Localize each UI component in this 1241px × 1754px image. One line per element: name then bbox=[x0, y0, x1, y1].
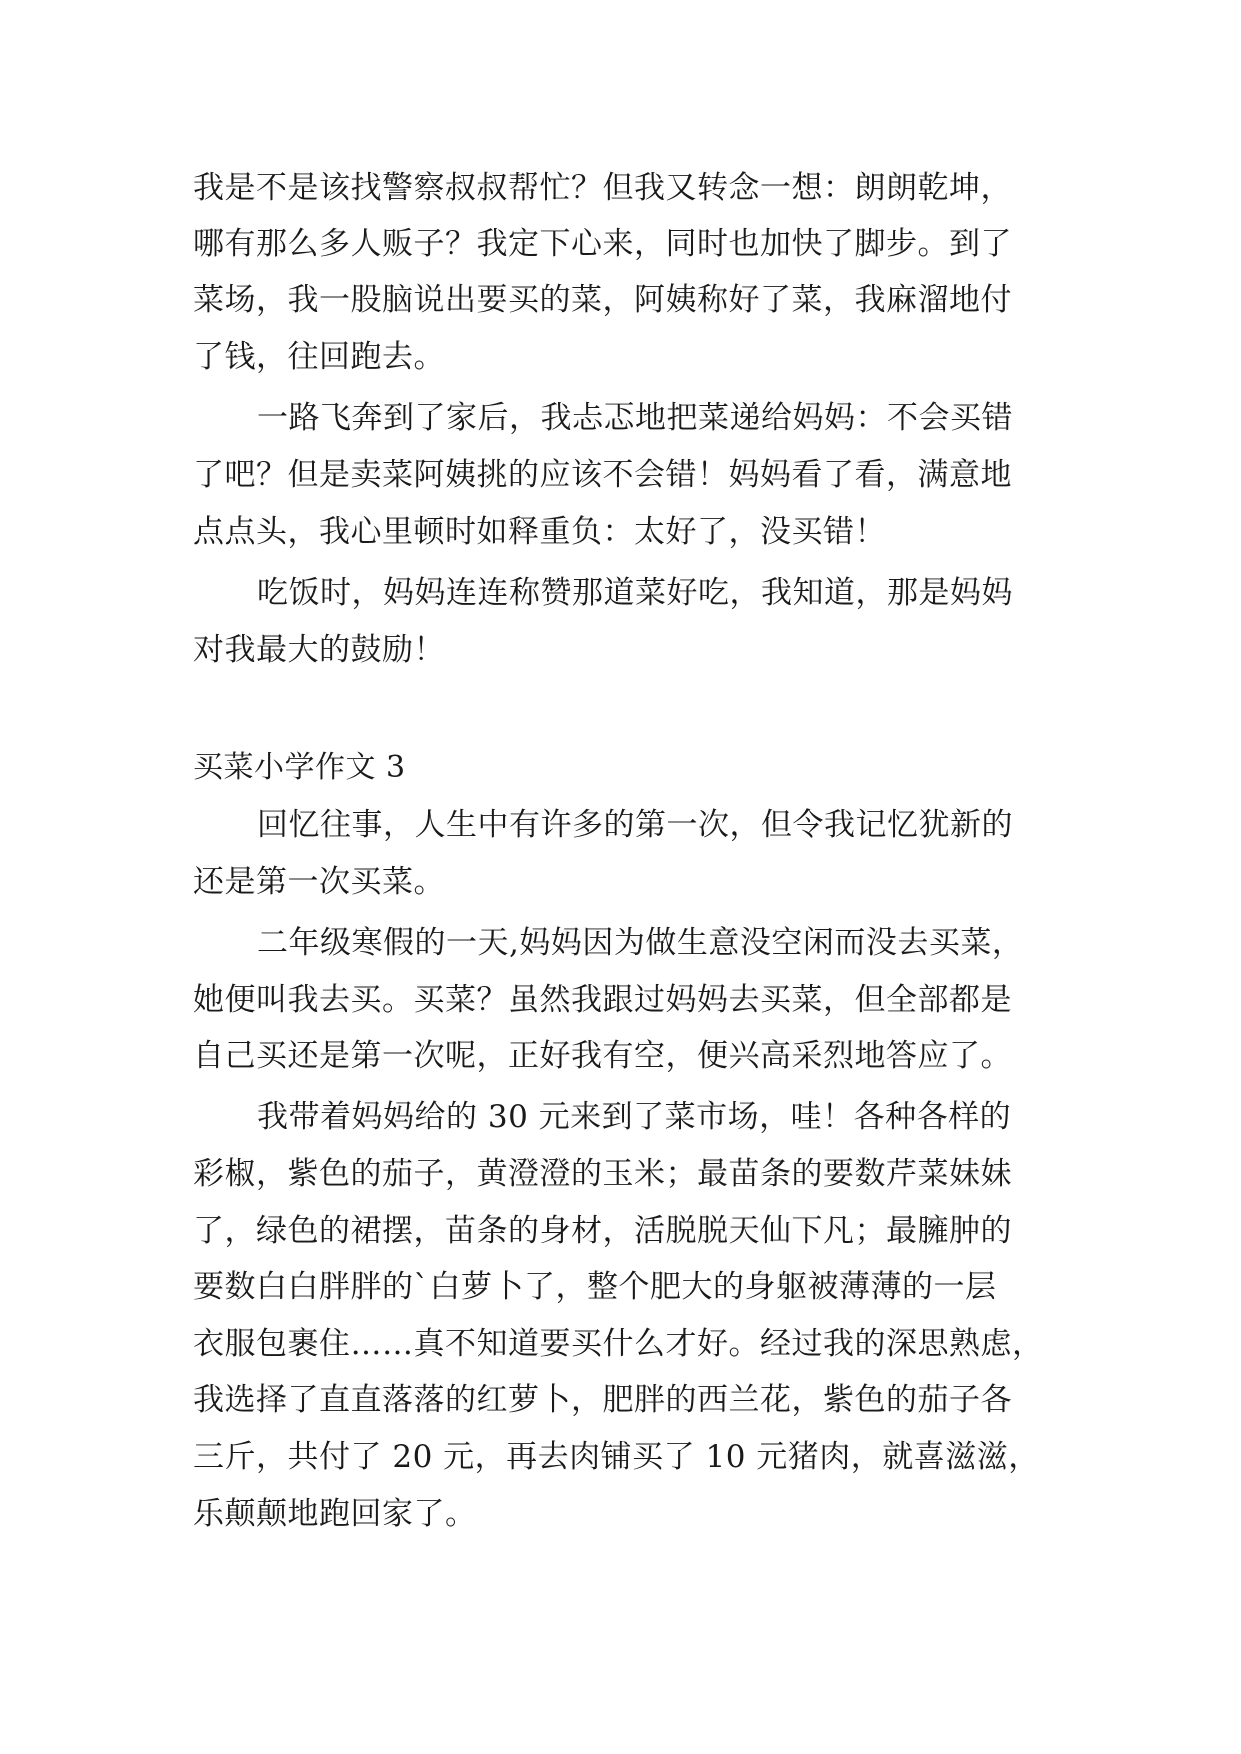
text-line: 她便叫我去买。买菜？虽然我跟过妈妈去买菜，但全部都是 bbox=[193, 982, 1012, 1018]
essay-title: 买菜小学作文 3 bbox=[193, 750, 406, 785]
text-line: 自己买还是第一次呢，正好我有空，便兴高采烈地答应了。 bbox=[193, 1038, 1012, 1074]
text-line: 了，绿色的裙摆，苗条的身材，活脱脱天仙下凡；最臃肿的 bbox=[193, 1213, 1012, 1249]
text-line: 点点头，我心里顿时如释重负：太好了，没买错！ bbox=[193, 514, 886, 550]
text-line: 我是不是该找警察叔叔帮忙？但我又转念一想：朗朗乾坤， bbox=[193, 170, 1012, 206]
text-line: 一路飞奔到了家后，我忐忑地把菜递给妈妈：不会买错 bbox=[257, 400, 1013, 436]
text-line: 还是第一次买菜。 bbox=[193, 864, 445, 900]
text-line: 我带着妈妈给的 30 元来到了菜市场，哇！各种各样的 bbox=[257, 1099, 1012, 1135]
text-line: 了钱，往回跑去。 bbox=[193, 339, 445, 375]
text-line: 哪有那么多人贩子？我定下心来，同时也加快了脚步。到了 bbox=[193, 226, 1012, 262]
text-line: 回忆往事，人生中有许多的第一次，但令我记忆犹新的 bbox=[257, 807, 1013, 843]
text-line: 菜场，我一股脑说出要买的菜，阿姨称好了菜，我麻溜地付 bbox=[193, 282, 1012, 318]
text-line: 衣服包裹住……真不知道要买什么才好。经过我的深思熟虑， bbox=[193, 1326, 1044, 1362]
text-line: 我选择了直直落落的红萝卜，肥胖的西兰花，紫色的茄子各 bbox=[193, 1382, 1012, 1418]
text-line: 了吧？但是卖菜阿姨挑的应该不会错！妈妈看了看，满意地 bbox=[193, 457, 1012, 493]
text-line: 二年级寒假的一天,妈妈因为做生意没空闲而没去买菜， bbox=[257, 925, 1024, 961]
text-line: 三斤，共付了 20 元，再去肉铺买了 10 元猪肉，就喜滋滋， bbox=[193, 1439, 1040, 1475]
text-line: 乐颠颠地跑回家了。 bbox=[193, 1496, 477, 1532]
text-line: 彩椒，紫色的茄子，黄澄澄的玉米；最苗条的要数芹菜妹妹 bbox=[193, 1156, 1012, 1192]
text-line: 对我最大的鼓励！ bbox=[193, 632, 445, 668]
text-line: 要数白白胖胖的`白萝卜了，整个肥大的身躯被薄薄的一层 bbox=[193, 1269, 997, 1305]
text-line: 吃饭时，妈妈连连称赞那道菜好吃，我知道，那是妈妈 bbox=[257, 575, 1013, 611]
